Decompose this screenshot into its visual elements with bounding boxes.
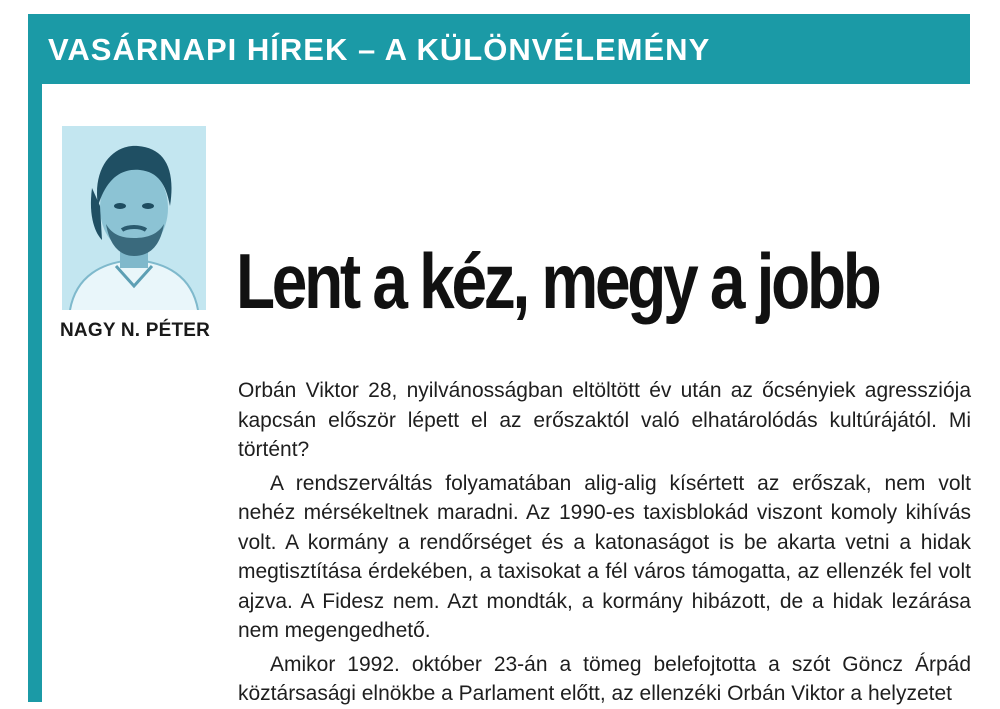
article-headline: Lent a kéz, megy a jobb	[236, 237, 879, 325]
article-paragraph: A rendszerváltás folyamatában alig-alig kísértett az erőszak, nem volt nehéz mérsékeltnek maradni. Az 1990-es taxisblokád viszont komoly kihívás volt. A kormány a rendőrséget és a katonaságot is be akarta vetni a hidak megtisztítása érdekében, a taxisokat a fél város támogatta, az ellenzék fel volt ajzva. A Fidesz nem. Azt mondták, a kormány hibázott, de a hidak lezárása nem megengedhető.	[238, 471, 971, 642]
article-paragraph: Orbán Viktor 28, nyilvánosságban eltöltött év után az őcsényiek agressziója kapcsán először lépett el az erőszaktól való elhatárolódás kultúrájától. Mi történt?	[238, 379, 971, 461]
author-name: NAGY N. PÉTER	[60, 320, 211, 341]
left-accent-bar	[28, 14, 42, 702]
author-portrait-image	[62, 126, 206, 310]
author-photo	[62, 126, 206, 310]
article-paragraph: Amikor 1992. október 23-án a tömeg belefojtotta a szót Göncz Árpád köztársasági elnökbe a Parlament előtt, az ellenzéki Orbán Viktor a helyzetet	[238, 652, 971, 705]
section-title: VASÁRNAPI HÍREK – A KÜLÖNVÉLEMÉNY	[48, 32, 711, 67]
article-body	[238, 376, 971, 709]
